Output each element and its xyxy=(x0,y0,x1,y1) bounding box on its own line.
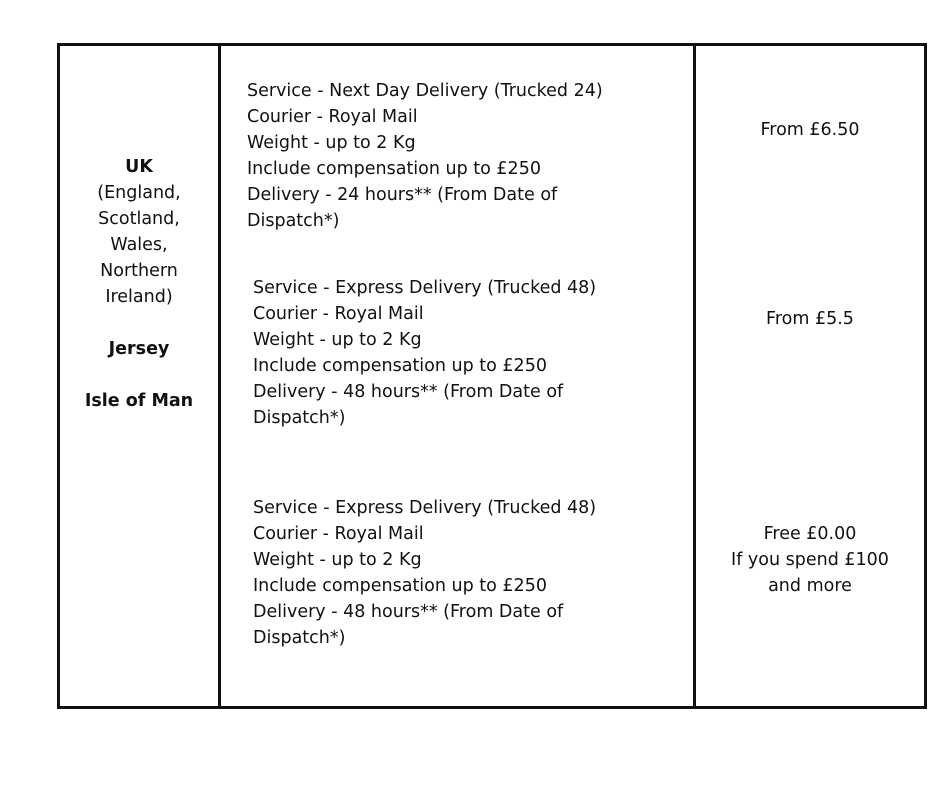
service-courier: Courier - Royal Mail xyxy=(253,304,424,324)
service-delivery: Delivery - 48 hours** (From Date of xyxy=(253,602,564,622)
price-line: From £6.50 xyxy=(760,120,860,140)
service-delivery-cont: Dispatch*) xyxy=(253,628,346,648)
service-name: Service - Express Delivery (Trucked 48) xyxy=(253,498,597,518)
region-uk-line: (England, xyxy=(97,183,181,203)
price-line: From £5.5 xyxy=(766,309,854,329)
column-divider xyxy=(693,46,696,706)
service-weight: Weight - up to 2 Kg xyxy=(253,550,422,570)
shipping-table xyxy=(57,43,927,709)
service-delivery: Delivery - 48 hours** (From Date of xyxy=(253,382,564,402)
service-weight: Weight - up to 2 Kg xyxy=(253,330,422,350)
service-courier: Courier - Royal Mail xyxy=(247,107,418,127)
region-uk-title: UK xyxy=(125,157,153,177)
service-name: Service - Next Day Delivery (Trucked 24) xyxy=(247,81,603,101)
region-uk-line: Scotland, xyxy=(98,209,180,229)
service-details-express-free xyxy=(253,495,596,651)
price-express xyxy=(696,306,924,332)
region-isle-of-man: Isle of Man xyxy=(84,391,194,411)
price-condition: If you spend £100 xyxy=(731,550,889,570)
spacer xyxy=(60,362,218,388)
service-details-next-day xyxy=(247,78,603,234)
service-delivery: Delivery - 24 hours** (From Date of xyxy=(247,185,558,205)
region-uk-line: Wales, xyxy=(110,235,168,255)
region-uk-line: Northern xyxy=(100,261,178,281)
service-compensation: Include compensation up to £250 xyxy=(253,356,547,376)
price-free xyxy=(696,521,924,599)
region-uk-line: Ireland) xyxy=(105,287,173,307)
column-divider xyxy=(218,46,221,706)
service-compensation: Include compensation up to £250 xyxy=(247,159,541,179)
spacer xyxy=(60,310,218,336)
service-name: Service - Express Delivery (Trucked 48) xyxy=(253,278,597,298)
regions-cell xyxy=(60,154,218,414)
service-details-express xyxy=(253,275,596,431)
service-compensation: Include compensation up to £250 xyxy=(253,576,547,596)
price-line: Free £0.00 xyxy=(763,524,857,544)
price-next-day xyxy=(696,117,924,143)
price-condition: and more xyxy=(768,576,852,596)
service-weight: Weight - up to 2 Kg xyxy=(247,133,416,153)
service-delivery-cont: Dispatch*) xyxy=(253,408,346,428)
service-courier: Courier - Royal Mail xyxy=(253,524,424,544)
region-jersey: Jersey xyxy=(108,339,170,359)
service-delivery-cont: Dispatch*) xyxy=(247,211,340,231)
